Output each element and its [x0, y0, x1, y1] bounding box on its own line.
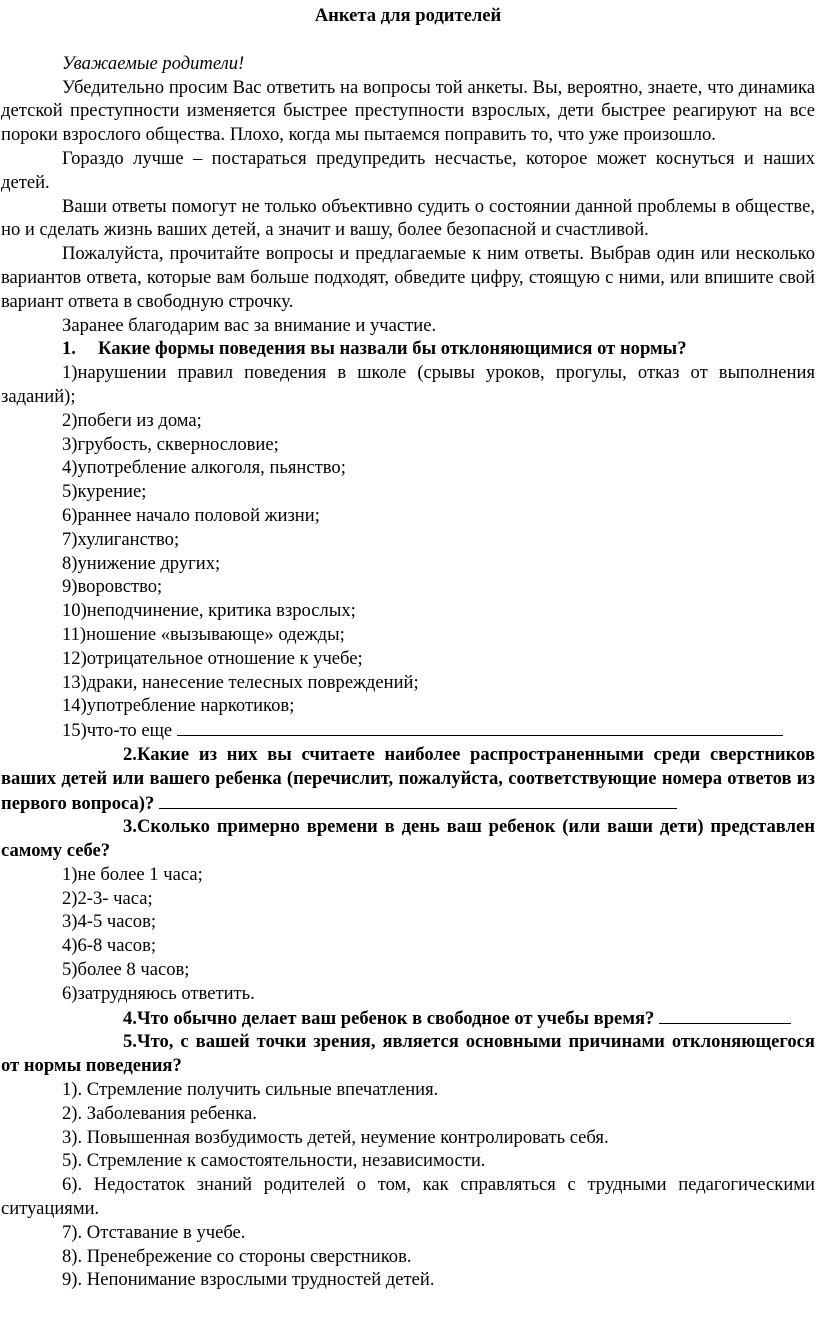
question-5-option-8[interactable]: 8). Пренебрежение со стороны сверстников. — [62, 1245, 412, 1267]
intro-paragraph-5: Заранее благодарим вас за внимание и участие. — [62, 314, 437, 336]
question-1-option-6[interactable]: 6)раннее начало половой жизни; — [62, 504, 320, 526]
question-2-answer-line[interactable] — [159, 791, 677, 809]
question-1-option-12[interactable]: 12)отрицательное отношение к учебе; — [62, 647, 363, 669]
question-4-text: Что обычно делает ваш ребенок в свободное от учебы время? — [136, 1007, 655, 1029]
question-1 — [1, 337, 815, 361]
intro-paragraph-2: Гораздо лучше – постараться предупредить несчастье, которое может коснуться и наших детей. — [1, 147, 815, 193]
question-5-option-6[interactable]: 6). Недостаток знаний родителей о том, как справляться с трудными педагогическими ситуациями. — [1, 1174, 815, 1220]
question-3-option-2[interactable]: 2)2-3- часа; — [62, 887, 153, 909]
question-5-option-7[interactable]: 7). Отставание в учебе. — [62, 1221, 246, 1243]
intro-paragraph-1: Убедительно просим Вас ответить на вопросы той анкеты. Вы, вероятно, знаете, что динамика детской преступности изменяется быстрее преступности взрослых, дети быстрее реагируют на все пороки взрослого общества. Плохо, когда мы пытаемся поправить то, что уже произошло. — [1, 76, 815, 146]
question-3-option-3[interactable]: 3)4-5 часов; — [62, 911, 157, 933]
question-1-option-4[interactable]: 4)употребление алкоголя, пьянство; — [62, 457, 346, 479]
question-5-option-9[interactable]: 9). Непонимание взрослыми трудностей детей. — [62, 1269, 435, 1291]
question-1-option-13[interactable]: 13)драки, нанесение телесных повреждений; — [62, 671, 419, 693]
question-1-option-1[interactable]: 1)нарушении правил поведения в школе (срывы уроков, прогулы, отказ от выполнения заданий); — [1, 362, 815, 407]
question-4-number: 4. — [123, 1007, 137, 1029]
question-1-option-5[interactable]: 5)курение; — [62, 481, 147, 503]
question-1-option-7[interactable]: 7)хулиганство; — [62, 528, 180, 550]
question-4-answer-line[interactable] — [659, 1006, 791, 1024]
greeting: Уважаемые родители! — [62, 52, 245, 74]
intro-paragraph-4: Пожалуйста, прочитайте вопросы и предлагаемые к ним ответы. Выбрав один или несколько вариантов ответа, которые вам больше подходят, обведите цифру, стоящую с ними, или впишите свой вариант ответа в свободную строчку. — [1, 243, 815, 312]
question-1-other-answer-line[interactable] — [177, 718, 783, 736]
question-5-option-2[interactable]: 2). Заболевания ребенка. — [62, 1102, 257, 1124]
intro-paragraph-3: Ваши ответы помогут не только объективно судить о состоянии данной проблемы в обществе, но и сделать жизнь ваших детей, а значит и вашу, более безопасной и счастливой. — [1, 195, 815, 241]
question-2-text: Какие из них вы считаете наиболее распространенными среди сверстников ваших детей или вашего ребенка (перечислит, пожалуйста, соответствующие номера ответов из первого вопроса)? — [1, 743, 815, 814]
question-5-option-1[interactable]: 1). Стремление получить сильные впечатления. — [62, 1079, 439, 1101]
question-5-option-3[interactable]: 3). Повышенная возбудимость детей, неумение контролировать себя. — [62, 1126, 609, 1148]
question-1-option-10[interactable]: 10)неподчинение, критика взрослых; — [62, 600, 356, 622]
question-3-option-5[interactable]: 5)более 8 часов; — [62, 959, 190, 981]
document-title: Анкета для родителей — [314, 5, 502, 26]
question-1-option-other-label: 15)что-то еще — [62, 720, 173, 742]
question-2-number: 2. — [123, 743, 137, 765]
question-1-option-9[interactable]: 9)воровство; — [62, 576, 163, 598]
question-1-option-11[interactable]: 11)ношение «вызывающе» одежды; — [62, 623, 345, 645]
question-5-number: 5. — [123, 1031, 137, 1053]
question-1-option-3[interactable]: 3)грубость, сквернословие; — [62, 433, 279, 455]
question-3-option-6[interactable]: 6)затрудняюсь ответить. — [62, 982, 255, 1004]
question-1-option-2[interactable]: 2)побеги из дома; — [62, 409, 202, 431]
question-1-text: Какие формы поведения вы назвали бы отклоняющимися от нормы? — [98, 338, 687, 360]
question-5-text: Что, с вашей точки зрения, является основными причинами отклоняющегося от нормы поведения? — [1, 1031, 815, 1077]
question-1-number: 1. — [62, 338, 76, 360]
question-3-text: Сколько примерно времени в день ваш ребенок (или ваши дети) представлен самому себе? — [1, 816, 815, 862]
question-4 — [1, 1006, 815, 1031]
question-3 — [1, 815, 815, 863]
question-3-option-4[interactable]: 4)6-8 часов; — [62, 935, 157, 957]
question-5 — [1, 1030, 815, 1078]
question-1-option-14[interactable]: 14)употребление наркотиков; — [62, 695, 295, 717]
question-5-option-5[interactable]: 5). Стремление к самостоятельности, независимости. — [62, 1150, 486, 1172]
question-3-number: 3. — [123, 816, 137, 838]
question-1-option-other — [1, 718, 815, 743]
question-1-option-8[interactable]: 8)унижение других; — [62, 552, 221, 574]
question-2 — [1, 743, 815, 815]
question-3-option-1[interactable]: 1)не более 1 часа; — [62, 863, 203, 885]
